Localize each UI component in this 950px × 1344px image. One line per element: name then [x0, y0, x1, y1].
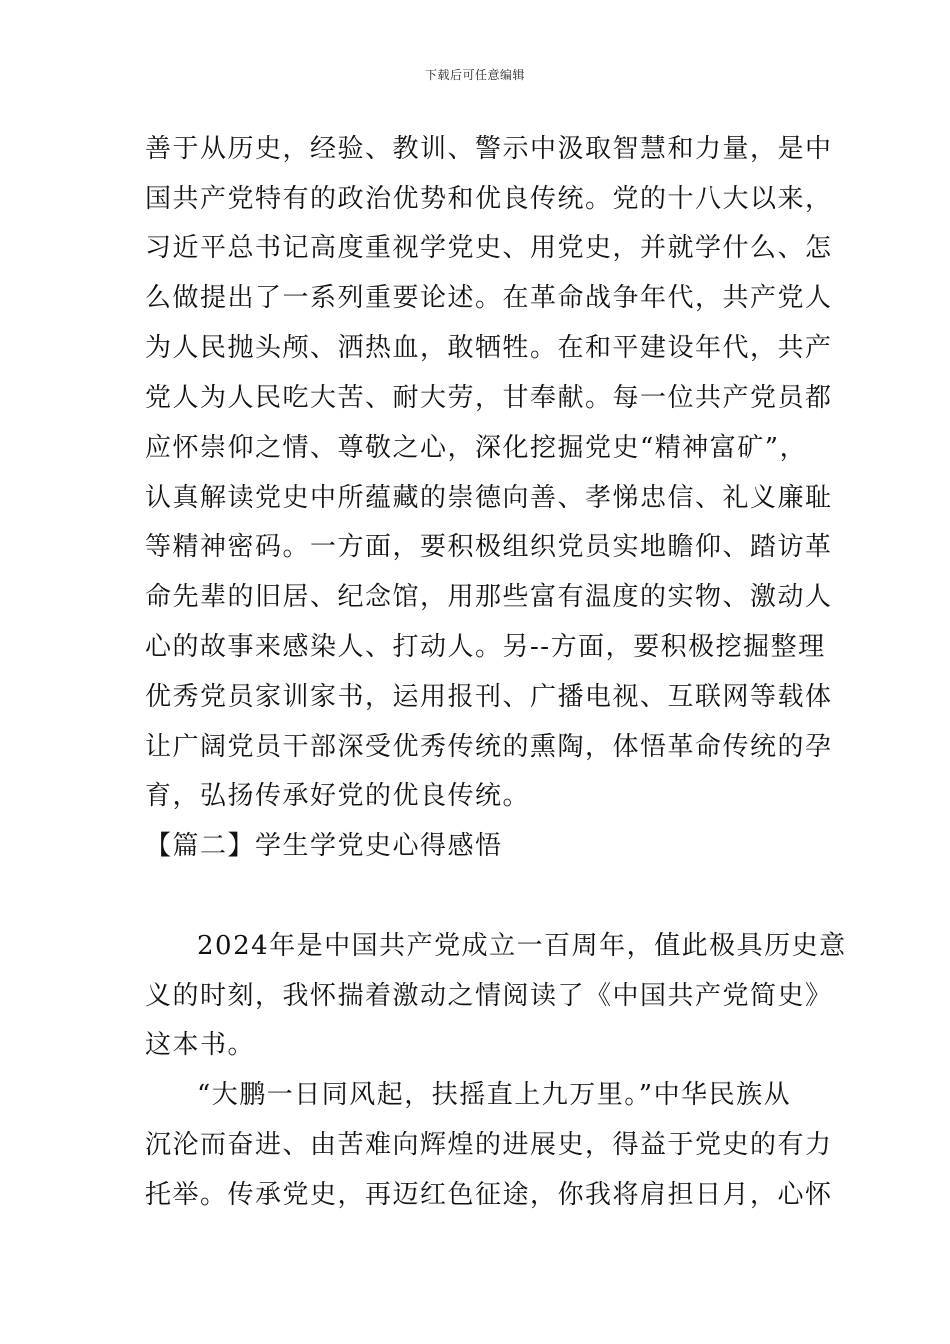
text-line: 国共产党特有的政治优势和优良传统。党的十八大以来， [145, 184, 833, 214]
header-note: 下载后可任意编辑 [424, 68, 525, 82]
text-line: 2024年是中国共产党成立一百周年，值此极具历史意 [197, 931, 847, 961]
text-line: 习近平总书记高度重视学党史、用党史，并就学什么、怎 [145, 233, 833, 263]
text-line: 命先辈的旧居、纪念馆，用那些富有温度的实物、激动人 [145, 582, 833, 612]
text-line: 等精神密码。一方面，要积极组织党员实地瞻仰、踏访革 [145, 532, 833, 562]
text-line: 为人民抛头颅、洒热血，敢牺牲。在和平建设年代，共产 [145, 333, 833, 363]
text-line: 善于从历史，经验、教训、警示中汲取智慧和力量，是中 [145, 134, 833, 164]
text-line: 托举。传承党史，再迈红色征途，你我将肩担日月，心怀 [145, 1180, 833, 1210]
text-line: 沉沦而奋进、由苦难向辉煌的进展史，得益于党史的有力 [145, 1130, 833, 1160]
text-line: 党人为人民吃大苦、耐大劳，甘奉献。每一位共产党员都 [145, 383, 833, 413]
text-line: 义的时刻，我怀揣着激动之情阅读了《中国共产党简史》 [145, 981, 833, 1011]
text-line: 让广阔党员干部深受优秀传统的熏陶，体悟革命传统的孕 [145, 732, 833, 762]
text-line: 这本书。 [145, 1030, 256, 1060]
text-line: 心的故事来感染人、打动人。另--方面，要积极挖掘整理 [145, 632, 826, 662]
text-line: 优秀党员家训家书，运用报刊、广播电视、互联网等载体 [145, 682, 833, 712]
section-title: 【篇二】学生学党史心得感悟 [145, 831, 503, 861]
text-line: 应怀崇仰之情、尊敬之心，深化挖掘党史“精神富矿”， [145, 433, 808, 463]
text-line: 育，弘扬传承好党的优良传统。 [145, 781, 531, 811]
text-line: “大鹏一日同风起，扶摇直上九万里。”中华民族从 [197, 1080, 792, 1110]
text-line: 认真解读党史中所蕴藏的崇德向善、孝悌忠信、礼义廉耻 [145, 483, 833, 513]
text-line: 么做提出了一系列重要论述。在革命战争年代，共产党人 [145, 283, 833, 313]
